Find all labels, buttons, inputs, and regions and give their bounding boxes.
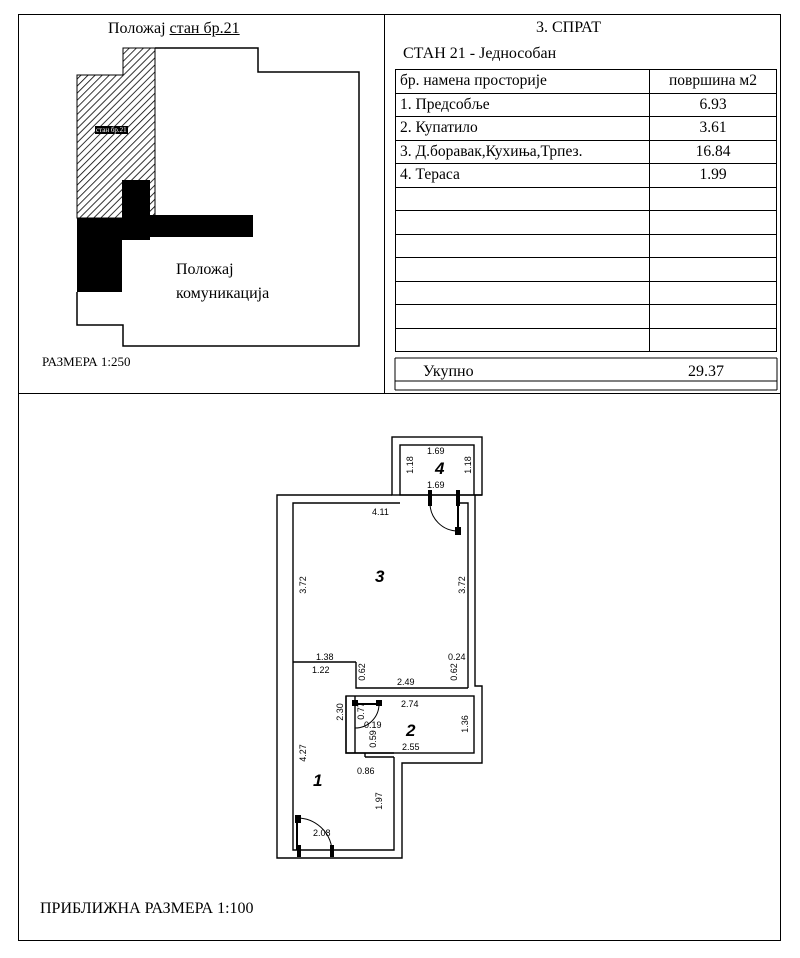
room-label-3: 3 [375, 567, 385, 586]
dim-249: 2.49 [397, 677, 415, 687]
dim-138: 1.38 [316, 652, 334, 662]
dim-room3-right: 3.72 [456, 576, 467, 594]
total-value: 29.37 [688, 363, 724, 380]
table-row: 1. Предсобље 6.93 [396, 93, 777, 117]
table-row: 4. Тераса 1.99 [396, 164, 777, 188]
apartment-title: СТАН 21 - Једнособан [403, 45, 557, 62]
unit-tag: стан бр.21 [96, 126, 127, 134]
comm-label-1: Положај [176, 261, 234, 278]
dim-024: 0.24 [448, 652, 466, 662]
dim-230: 2.30 [334, 703, 345, 721]
room-label-2: 2 [406, 721, 416, 740]
table-row: 2. Купатило 3.61 [396, 117, 777, 141]
dim-427: 4.27 [297, 744, 308, 762]
dim-255: 2.55 [402, 742, 420, 752]
dim-197: 1.97 [373, 792, 384, 810]
location-title: Положај стан бр.21 [108, 20, 240, 37]
dim-136: 1.36 [459, 715, 470, 733]
dim-terrace-bottom: 1.69 [427, 480, 445, 490]
dim-208: 2.08 [313, 828, 331, 838]
comm-label-2: комуникација [176, 285, 270, 302]
floor-plan-scale: ПРИБЛИЖНА РАЗМЕРА 1:100 [40, 900, 254, 917]
dim-059: 0.59 [367, 730, 378, 748]
table-row: 3. Д.боравак,Кухиња,Трпез. 16.84 [396, 140, 777, 164]
location-scale: РАЗМЕРА 1:250 [42, 354, 131, 369]
room-label-4: 4 [435, 459, 445, 478]
dim-077: 0.77 [355, 702, 366, 720]
dim-086: 0.86 [357, 766, 375, 776]
dim-062a: 0.62 [356, 663, 367, 681]
total-label: Укупно [423, 363, 474, 380]
dim-terrace-right: 1.18 [462, 456, 473, 474]
header-area: површина м2 [650, 70, 777, 94]
dim-terrace-left: 1.18 [404, 456, 415, 474]
dim-terrace-top: 1.69 [427, 446, 445, 456]
dim-062b: 0.62 [448, 663, 459, 681]
header-name: бр. намена просторије [396, 70, 650, 94]
dim-274: 2.74 [401, 699, 419, 709]
dim-room3-left: 3.72 [297, 576, 308, 594]
dim-122: 1.22 [312, 665, 330, 675]
dim-room3-top: 4.11 [372, 507, 389, 517]
room-label-1: 1 [313, 771, 323, 790]
dim-019: 0.19 [364, 720, 382, 730]
floor-title: 3. СПРАТ [536, 19, 601, 36]
